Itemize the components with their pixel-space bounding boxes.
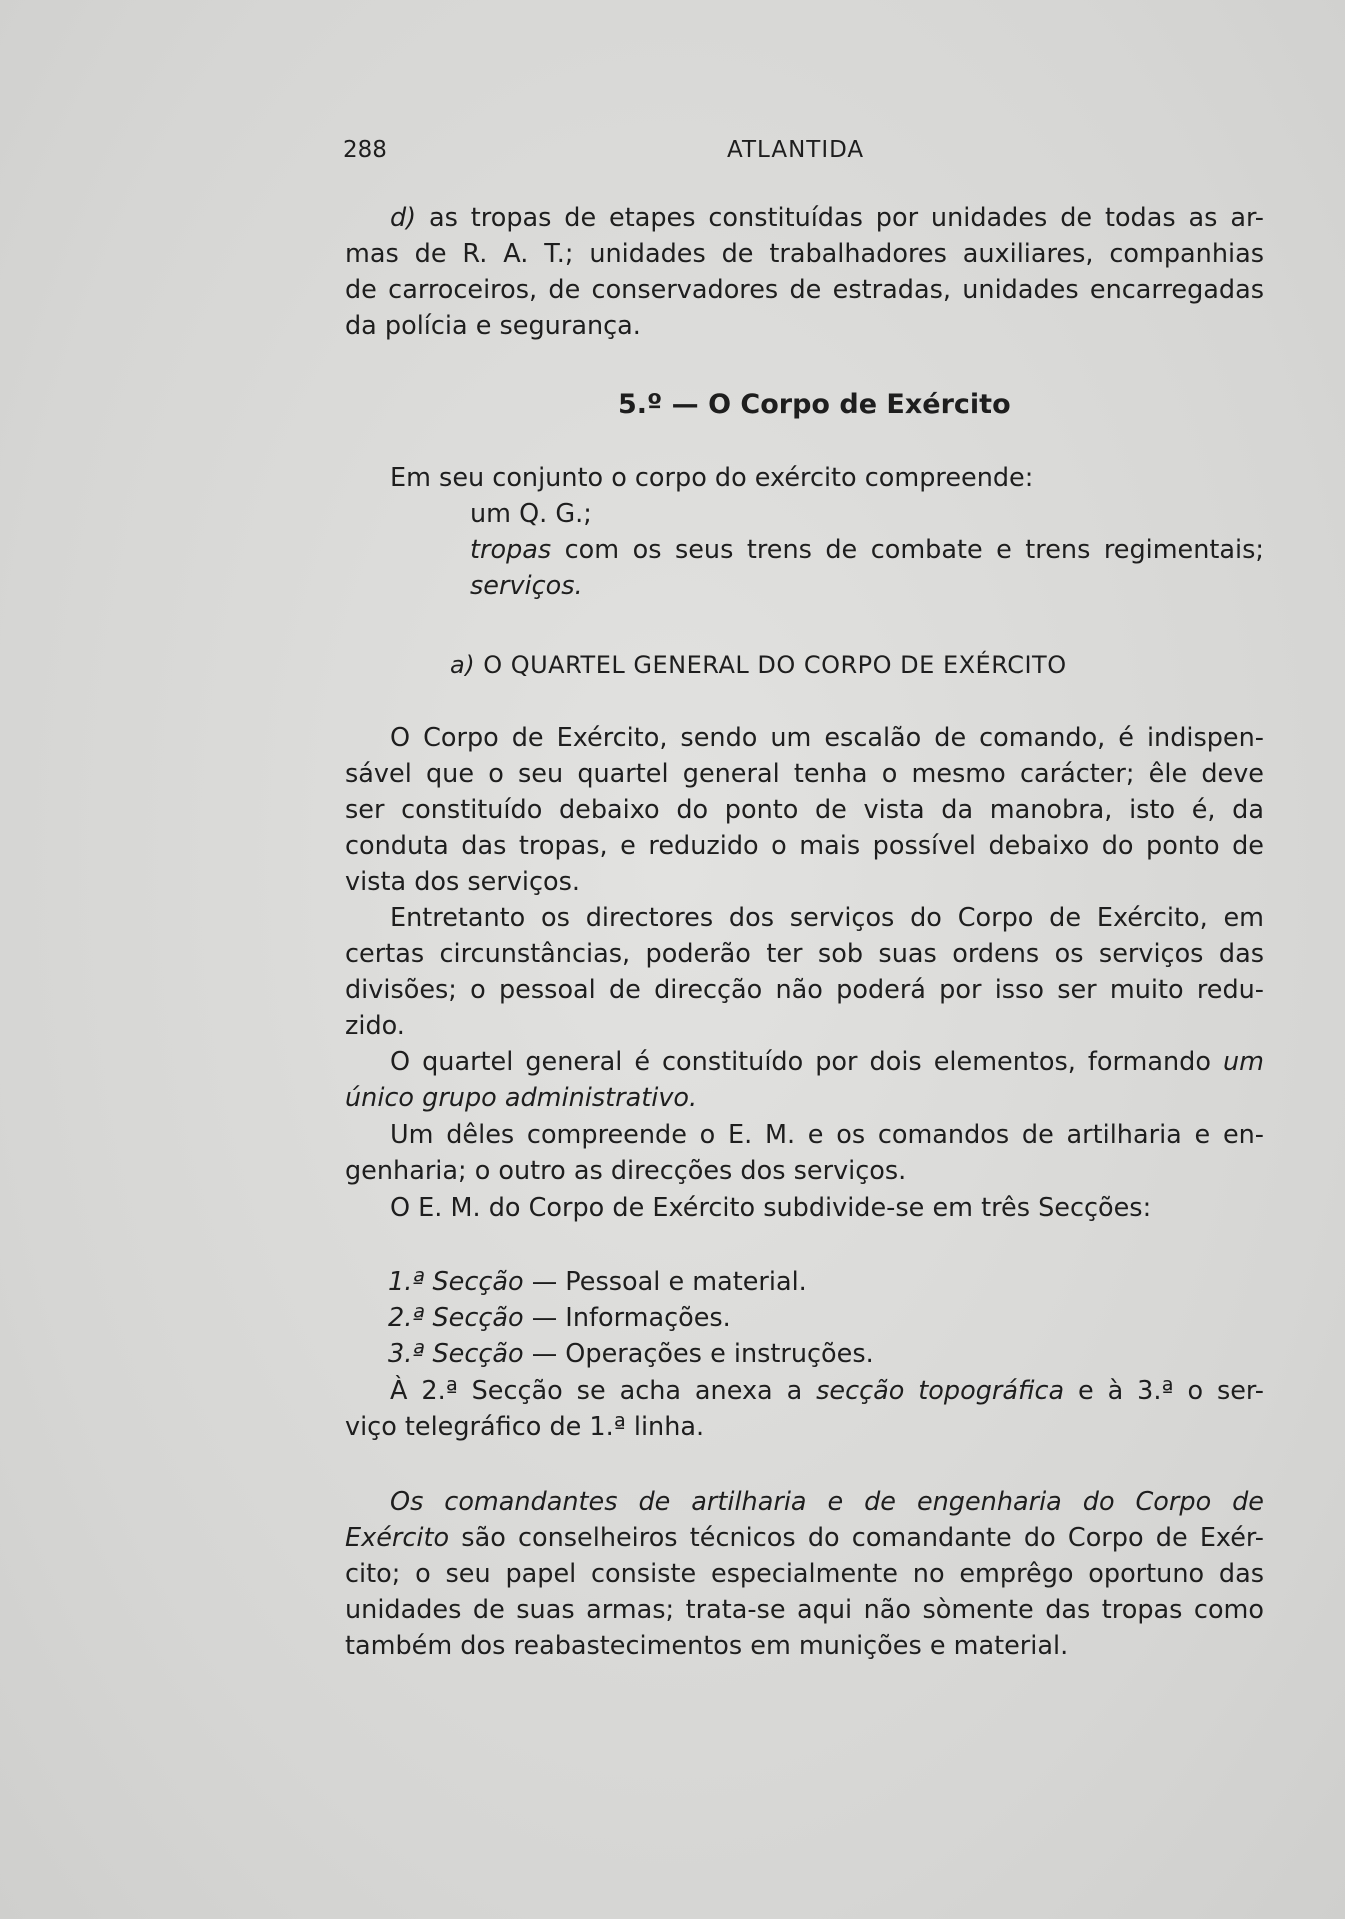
text-line: Os comandantes de artilharia e de engenharia do Corpo de <box>390 1487 1264 1517</box>
text-line: viço telegráfico de 1.ª linha. <box>345 1412 705 1442</box>
text-line: de carroceiros, de conservadores de estradas, unidades encarregadas <box>345 275 1264 305</box>
text-line: unidades de suas armas; trata-se aqui não sòmente das tropas como <box>345 1595 1264 1625</box>
italic-run: Exército <box>345 1523 450 1553</box>
section-heading: 5.º — O Corpo de Exército <box>618 389 1011 420</box>
text-line: único grupo administrativo. <box>345 1083 698 1113</box>
text-line: divisões; o pessoal de direcção não poderá por isso ser muito redu- <box>345 975 1264 1005</box>
text-line: também dos reabastecimentos em munições e material. <box>345 1631 1069 1661</box>
text-run: com os seus trens de combate e trens regimentais; <box>551 535 1264 565</box>
text-line: Entretanto os directores dos serviços do Corpo de Exército, em <box>390 903 1264 933</box>
text-line: zido. <box>345 1011 405 1041</box>
text-line: certas circunstâncias, poderão ter sob suas ordens os serviços das <box>345 939 1264 969</box>
running-title: ATLANTIDA <box>727 137 865 163</box>
text-line: Em seu conjunto o corpo do exército compreende: <box>390 463 1034 493</box>
list-item <box>388 1300 731 1336</box>
text-line <box>345 1520 1264 1556</box>
text-run: — Operações e instruções. <box>523 1339 874 1369</box>
list-item <box>388 1264 807 1300</box>
list-item <box>470 532 1264 568</box>
text-line: mas de R. A. T.; unidades de trabalhadores auxiliares, companhias <box>345 239 1264 269</box>
italic-run: tropas <box>470 535 552 565</box>
text-run: são conselheiros técnicos do comandante do Corpo de Exér- <box>449 1523 1264 1553</box>
italic-run: um <box>1222 1047 1264 1077</box>
list-item <box>388 1336 874 1372</box>
page-number: 288 <box>343 137 387 163</box>
subsection-heading <box>450 647 1067 683</box>
list-item: um Q. G.; <box>470 499 592 529</box>
text-line: da polícia e segurança. <box>345 311 641 341</box>
text-run: — Pessoal e material. <box>523 1267 807 1297</box>
list-item: serviços. <box>470 571 583 601</box>
text-line: O Corpo de Exército, sendo um escalão de comando, é indispen- <box>390 723 1264 753</box>
text-run: — Informações. <box>523 1303 731 1333</box>
seccao-label: 3.ª Secção <box>388 1339 524 1369</box>
text-line: ser constituído debaixo do ponto de vista da manobra, isto é, da <box>345 795 1264 825</box>
text-line: cito; o seu papel consiste especialmente no emprêgo oportuno das <box>345 1559 1264 1589</box>
text-line: Um dêles compreende o E. M. e os comandos de artilharia e en- <box>390 1120 1264 1150</box>
text-line <box>390 1044 1264 1080</box>
text-line <box>390 200 1264 236</box>
text-run: À 2.ª Secção se acha anexa a <box>390 1376 817 1406</box>
subsection-letter: a) <box>450 651 476 679</box>
italic-run: secção topográfica <box>816 1376 1065 1406</box>
text-run: as tropas de etapes constituídas por unidades de todas as ar- <box>416 203 1264 233</box>
item-letter: d) <box>390 203 417 233</box>
text-line: sável que o seu quartel general tenha o mesmo carácter; êle deve <box>345 759 1264 789</box>
text-run: e à 3.ª o ser- <box>1064 1376 1264 1406</box>
text-line <box>390 1373 1264 1409</box>
subsection-title: O QUARTEL GENERAL DO CORPO DE EXÉRCITO <box>475 651 1067 679</box>
text-line: vista dos serviços. <box>345 867 581 897</box>
text-run: O quartel general é constituído por dois elementos, formando <box>390 1047 1223 1077</box>
text-line: genharia; o outro as direcções dos serviços. <box>345 1156 907 1186</box>
text-line: conduta das tropas, e reduzido o mais possível debaixo do ponto de <box>345 831 1264 861</box>
seccao-label: 2.ª Secção <box>388 1303 524 1333</box>
seccao-label: 1.ª Secção <box>388 1267 524 1297</box>
text-line: O E. M. do Corpo de Exército subdivide-se em três Secções: <box>390 1193 1152 1223</box>
